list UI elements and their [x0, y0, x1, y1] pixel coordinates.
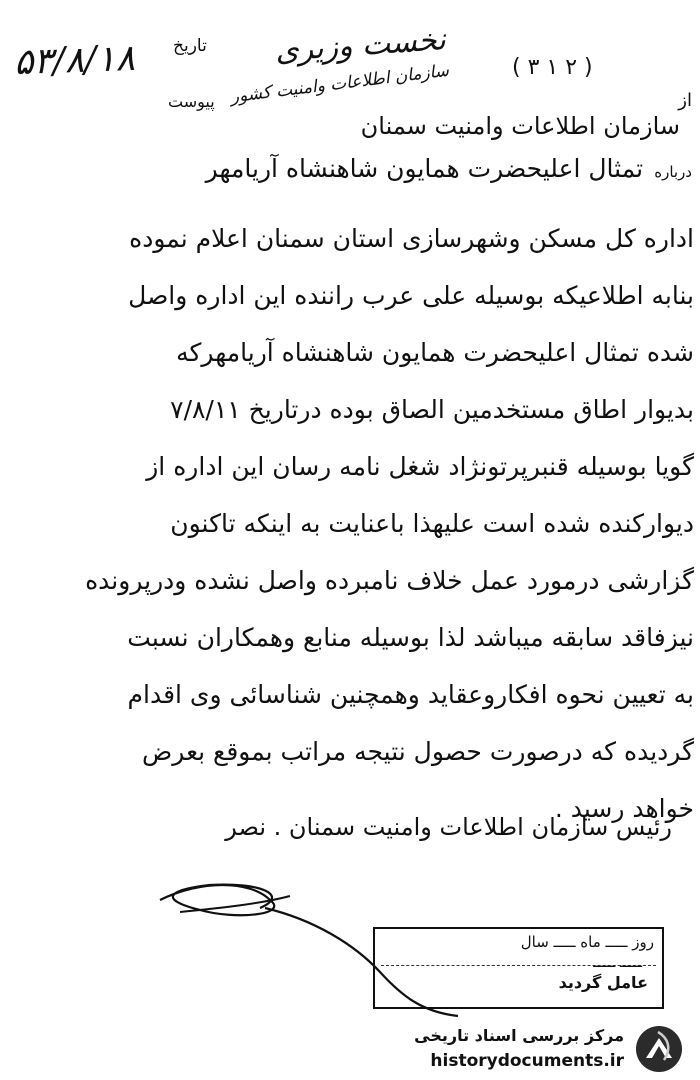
attachment-label: پیوست	[168, 92, 215, 111]
from-label: از	[678, 90, 692, 111]
body-line: شده تمثال اعلیحضرت همایون شاهنشاه آریامهرکه	[176, 338, 694, 367]
stamp-date-line: روز ـــــ ماه ـــــ سال	[520, 933, 654, 951]
subject-label: درباره	[654, 163, 692, 181]
body-line: گزارشی درمورد عمل خلاف نامبرده واصل نشده ودرپرونده	[85, 566, 694, 595]
letterhead-subtitle: سازمان اطلاعات وامنیت کشور	[229, 60, 450, 108]
office-stamp	[373, 927, 664, 1009]
body-line: به تعیین نحوه افکاروعقاید وهمچنین شناسائی وی اقدام	[127, 680, 694, 709]
date-label: تاریخ	[173, 36, 207, 56]
stamp-action-line: عامل گردید	[558, 973, 648, 992]
subject-row	[2, 154, 692, 183]
body-line: گویا بوسیله قنبرپرتونژاد شغل نامه رسان این اداره از	[146, 452, 694, 481]
watermark	[402, 1022, 692, 1076]
stamp-mid-line: ـــــ ـــــ	[593, 953, 642, 971]
document-number: ( ۳ ۱ ۲ )	[512, 55, 593, 80]
body-line: اداره کل مسکن وشهرسازی استان سمنان اعلام نموده	[129, 224, 694, 253]
letter-body	[14, 210, 694, 837]
body-line: دیوارکنده شده است علیهذا باعنایت به اینکه تاکنون	[170, 509, 694, 538]
signatory-line: رئیس سازمان اطلاعات وامنیت سمنان . نصر	[225, 813, 672, 841]
letterhead-title: نخست وزیری	[273, 22, 447, 69]
book-feather-icon	[634, 1024, 684, 1074]
body-line: بدیوار اطاق مستخدمین الصاق بوده درتاریخ ۷/۸/۱۱	[170, 395, 694, 424]
body-line: خواهد رسید .	[554, 794, 694, 823]
watermark-url[interactable]: historydocuments.ir	[430, 1051, 624, 1071]
body-line: بنابه اطلاعیکه بوسیله علی عرب راننده این اداره واصل	[128, 281, 694, 310]
body-line: گردیده که درصورت حصول نتیجه مراتب بموقع بعرض	[142, 737, 694, 766]
subject-value: تمثال اعلیحضرت همایون شاهنشاه آریامهر	[205, 154, 644, 183]
from-value: سازمان اطلاعات وامنیت سمنان	[360, 112, 680, 140]
date-value: ۵۳/۸/۱۸	[13, 37, 136, 84]
body-line: نیزفاقد سابقه میباشد لذا بوسیله منابع وهمکاران نسبت	[127, 623, 694, 652]
watermark-title: مرکز بررسی اسناد تاریخی	[414, 1026, 624, 1045]
